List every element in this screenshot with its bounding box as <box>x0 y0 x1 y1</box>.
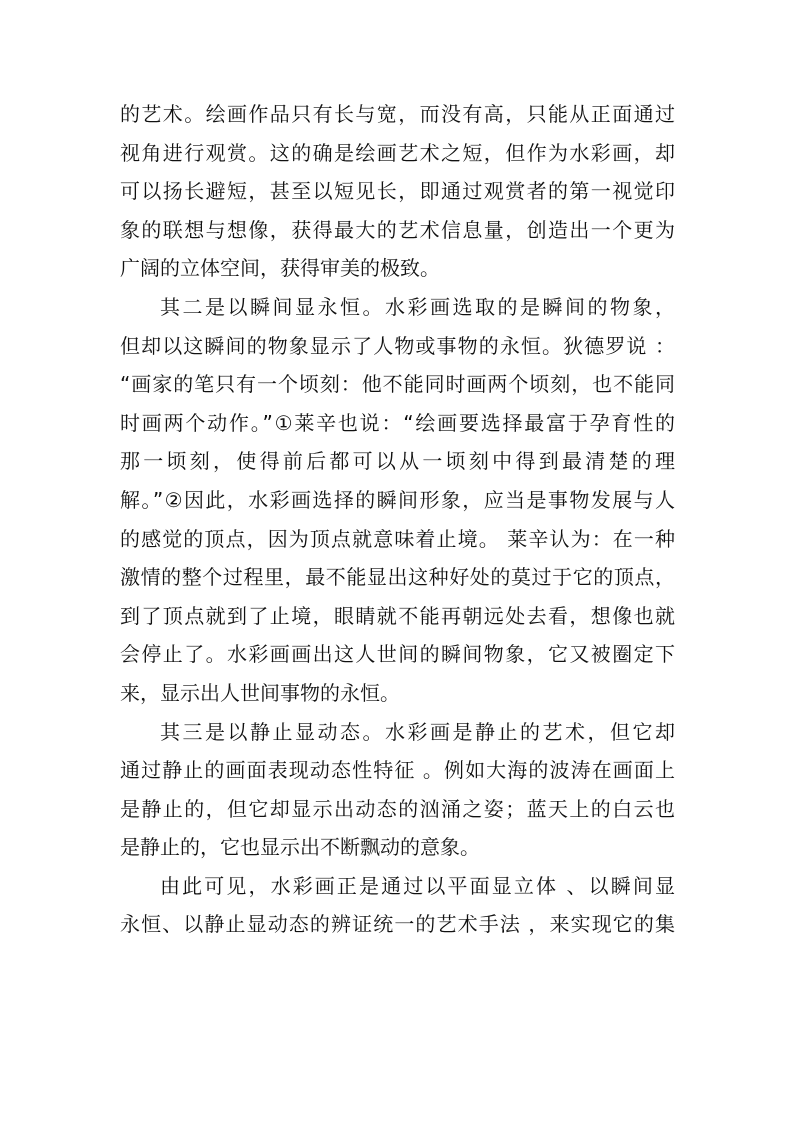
paragraph-2 <box>120 288 675 713</box>
text-line: 解。”②因此，水彩画选择的瞬间形象，应当是事物发展与人 <box>120 487 675 512</box>
text-line: 到了顶点就到了止境，眼睛就不能再朝远处去看，想像也就 <box>120 603 675 628</box>
text-line: 广阔的立体空间，获得审美的极致。 <box>120 256 440 281</box>
text-line: “画家的笔只有一个顷刻：他不能同时画两个顷刻，也不能同 <box>120 372 675 397</box>
text-line: 的艺术。绘画作品只有长与宽，而没有高，只能从正面通过 <box>120 102 675 126</box>
paragraph-4 <box>120 867 675 944</box>
text-line: 会停止了。水彩画画出这人世间的瞬间物象，它又被圈定下 <box>120 642 675 667</box>
text-line: 但却以这瞬间的物象显示了人物或事物的永恒。狄德罗说 ： <box>120 333 675 358</box>
text-line: 通过静止的画面表现动态性特征 。例如大海的波涛在画面上 <box>120 758 675 783</box>
text-line: 来，显示出人世间事物的永恒。 <box>120 680 400 705</box>
text-line: 的感觉的顶点，因为顶点就意味着止境。 莱辛认为：在一种 <box>120 526 675 551</box>
text-line: 是静止的，但它却显示出动态的汹涌之姿；蓝天上的白云也 <box>120 796 675 821</box>
paragraph-3 <box>120 713 675 867</box>
text-line: 可以扬长避短，甚至以短见长，即通过观赏者的第一视觉印 <box>120 179 675 204</box>
text-line: 由此可见，水彩画正是通过以平面显立体 、以瞬间显 <box>160 873 675 898</box>
text-line: 那一顷刻，使得前后都可以从一顷刻中得到最清楚的理 <box>120 449 675 474</box>
text-line: 是静止的，它也显示出不断飘动的意象。 <box>120 835 480 860</box>
paragraph-1 <box>120 95 675 288</box>
text-line: 视角进行观赏。这的确是绘画艺术之短，但作为水彩画，却 <box>120 140 675 165</box>
text-line: 激情的整个过程里，最不能显出这种好处的莫过于它的顶点， <box>120 565 675 590</box>
text-line: 其二是以瞬间显永恒。水彩画选取的是瞬间的物象， <box>160 294 675 319</box>
text-line: 其三是以静止显动态。水彩画是静止的艺术，但它却 <box>160 719 675 744</box>
text-line: 永恒、以静止显动态的辨证统一的艺术手法 ，来实现它的集 <box>120 912 675 937</box>
text-line: 象的联想与想像，获得最大的艺术信息量，创造出一个更为 <box>120 217 675 242</box>
document-body <box>120 95 675 944</box>
text-line: 时画两个动作。”①莱辛也说：“绘画要选择最富于孕育性的 <box>120 410 675 435</box>
